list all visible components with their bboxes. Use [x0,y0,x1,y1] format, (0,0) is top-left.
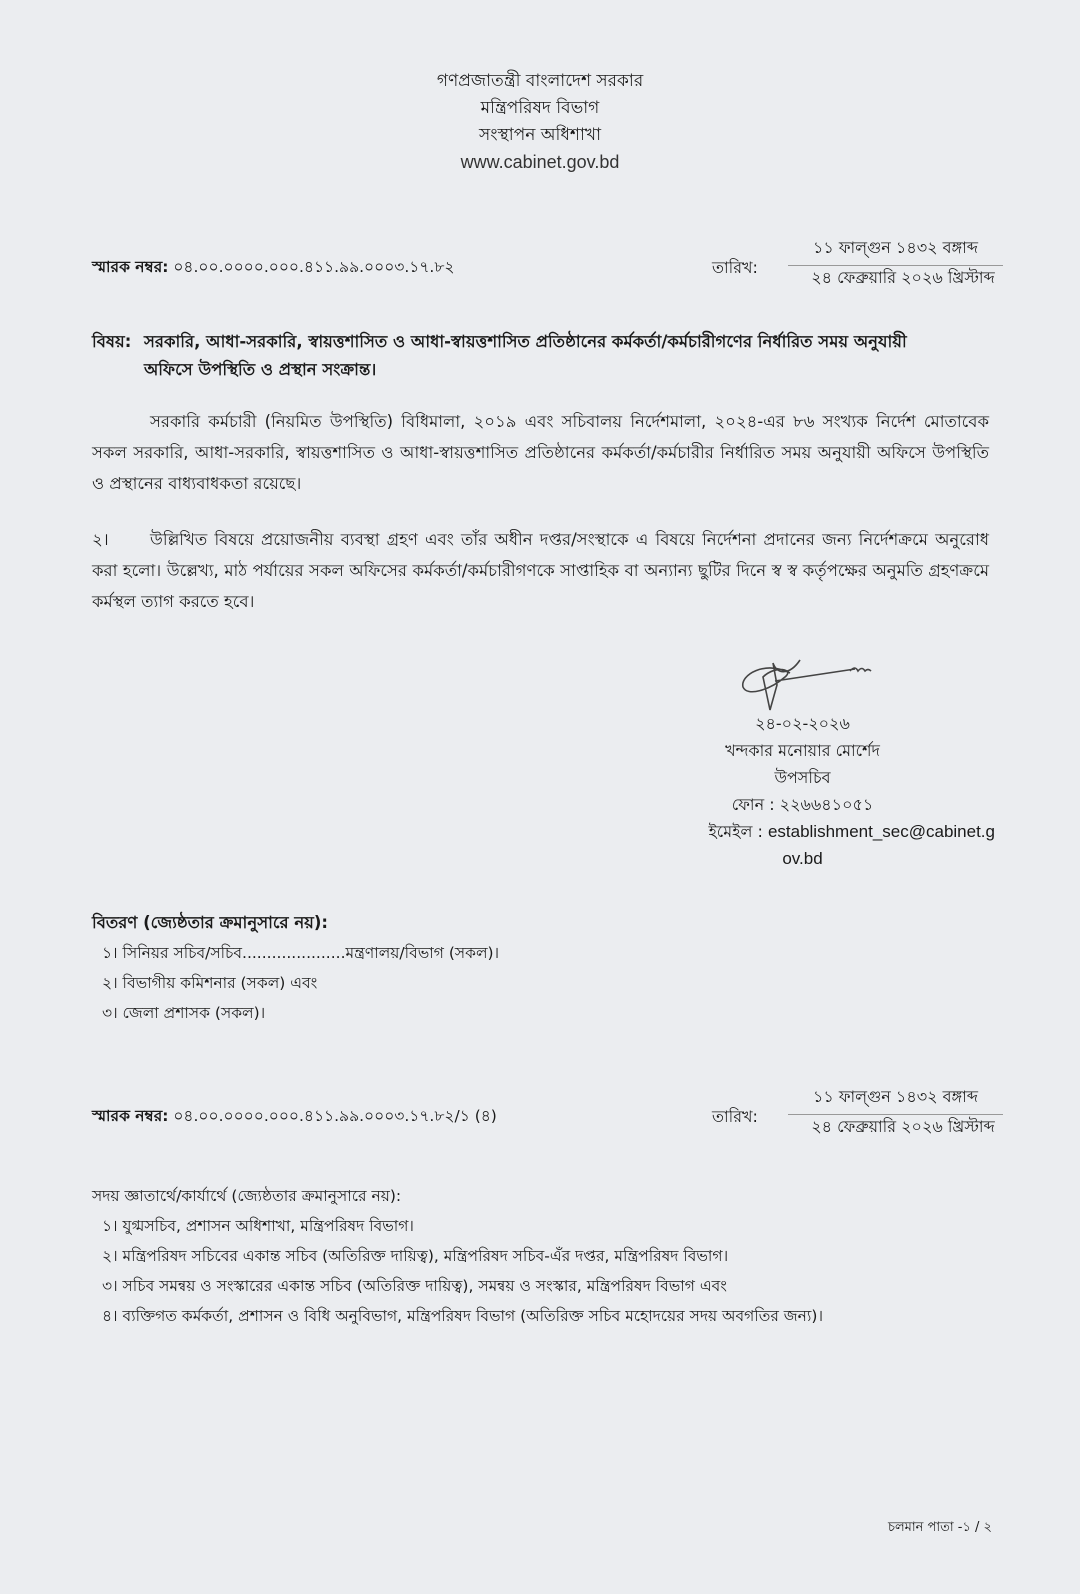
date-label: তারিখ: [712,258,758,277]
signatory-email [610,818,995,845]
date-english: ২৪ ফেব্রুয়ারি ২০২৬ খ্রিস্টাব্দ [811,1117,995,1136]
email-link-cont[interactable]: ov.bd [782,849,823,868]
memo-number [92,255,455,281]
subject-line1: সরকারি, আধা-সরকারি, স্বায়ত্তশাসিত ও আধা-স্বায়ত্তশাসিত প্রতিষ্ঠানের কর্মকর্তা/কর্মচারীগণের নির্ধারিত সময় অনুযায়ী [144,332,907,351]
date-label: তারিখ: [712,1107,758,1126]
subject-line2: অফিসে উপস্থিতি ও প্রস্থান সংক্রান্ত। [144,360,377,379]
signature-image [735,655,885,715]
list-item: ৩। সচিব সমন্বয় ও সংস্কারের একান্ত সচিব (অতিরিক্ত দায়িত্ব), সমন্বয় ও সংস্কার, মন্ত্রিপরিষদ বিভাগ এবং [102,1277,727,1295]
branch-name: সংস্থাপন অধিশাখা [478,125,602,145]
memo-value: ০৪.০০.০০০০.০০০.৪১১.৯৯.০০০৩.১৭.৮২ [173,258,455,276]
signature-block [610,710,995,872]
page-indicator: চলমান পাতা -১ / ২ [887,1520,992,1535]
distribution-title: বিতরণ (জ্যেষ্ঠতার ক্রমানুসারে নয়): [92,913,329,932]
memo-date-2 [712,1084,1012,1144]
list-item: ৩। জেলা প্রশাসক (সকল)। [102,1004,266,1022]
govt-name: গণপ্রজাতন্ত্রী বাংলাদেশ সরকার [436,71,644,91]
subject [92,328,992,384]
memo-date [712,235,1012,295]
list-item: ৪। ব্যক্তিগত কর্মকর্তা, প্রশাসন ও বিধি অনুবিভাগ, মন্ত্রিপরিষদ বিভাগ (অতিরিক্ত সচিব মহোদয়ের সদয় অবগতির জন্য)। [102,1307,823,1325]
list-item: ১। সিনিয়র সচিব/সচিব.....................মন্ত্রণালয়/বিভাগ (সকল)। [102,944,500,962]
website-link[interactable]: www.cabinet.gov.bd [460,152,620,172]
paragraph-2 [92,524,989,617]
subject-label: বিষয়: [92,332,132,351]
signature-date: ২৪-০২-২০২৬ [755,714,850,733]
memo-label: স্মারক নম্বর: [92,1107,169,1125]
date-english: ২৪ ফেব্রুয়ারি ২০২৬ খ্রিস্টাব্দ [811,268,995,287]
list-item: ২। বিভাগীয় কমিশনার (সকল) এবং [102,974,318,992]
memo-number-2 [92,1104,497,1130]
list-item: ২। মন্ত্রিপরিষদ সচিবের একান্ত সচিব (অতিরিক্ত দায়িত্ব), মন্ত্রিপরিষদ সচিব-এঁর দপ্তর, মন্ত্রিপরিষদ বিভাগ। [102,1247,729,1265]
division-name: মন্ত্রিপরিষদ বিভাগ [480,98,600,118]
paragraph-1: সরকারি কর্মচারী (নিয়মিত উপস্থিতি) বিধিমালা, ২০১৯ এবং সচিবালয় নির্দেশমালা, ২০২৪-এর ৮৬ সংখ্যক নির্দেশ মোতাবেক সকল সরকারি, আধা-সরকারি, স্বায়ত্তশাসিত ও আধা-স্বায়ত্তশাসিত প্রতিষ্ঠানের কর্মকর্তা/কর্মচারীর নির্ধারিত সময় অনুযায়ী অফিসে উপস্থিতি ও প্রস্থানের বাধ্যবাধকতা রয়েছে। [92,412,989,493]
list-item: ১। যুগ্মসচিব, প্রশাসন অধিশাখা, মন্ত্রিপরিষদ বিভাগ। [102,1217,414,1235]
memo-label: স্মারক নম্বর: [92,258,169,276]
date-bangla: ১১ ফাল্গুন ১৪৩২ বঙ্গাব্দ [788,1084,1003,1115]
letterhead [0,68,1080,176]
signatory-phone: ফোন : ২২৬৬৪১০৫১ [731,795,874,814]
signatory-designation: উপসচিব [774,768,831,787]
distribution-list [102,938,499,1028]
paragraph-2-text: উল্লিখিত বিষয়ে প্রয়োজনীয় ব্যবস্থা গ্রহণ এবং তাঁর অধীন দপ্তর/সংস্থাকে এ বিষয়ে নির্দেশনা প্রদানের জন্য নির্দেশক্রমে অনুরোধ করা হলো। উল্লেখ্য, মাঠ পর্যায়ের সকল অফিসের কর্মকর্তা/কর্মচারীগণকে সাপ্তাহিক বা অন্যান্য ছুটির দিনে স্ব স্ব কর্তৃপক্ষের অনুমতি গ্রহণক্রমে কর্মস্থল ত্যাগ করতে হবে। [92,530,989,611]
paragraph-2-number: ২। [92,530,109,549]
email-link[interactable]: establishment_sec@cabinet.g [767,822,995,841]
signatory-name: খন্দকার মনোয়ার মোর্শেদ [725,741,880,760]
email-label: ইমেইল : [708,822,763,841]
memo-value: ০৪.০০.০০০০.০০০.৪১১.৯৯.০০০৩.১৭.৮২/১ (৪) [173,1107,497,1125]
copy-title: সদয় জ্ঞাতার্থে/কার্যার্থে (জ্যেষ্ঠতার ক্রমানুসারে নয়): [92,1187,402,1205]
date-bangla: ১১ ফাল্গুন ১৪৩২ বঙ্গাব্দ [788,235,1003,266]
copy-list [102,1211,823,1331]
